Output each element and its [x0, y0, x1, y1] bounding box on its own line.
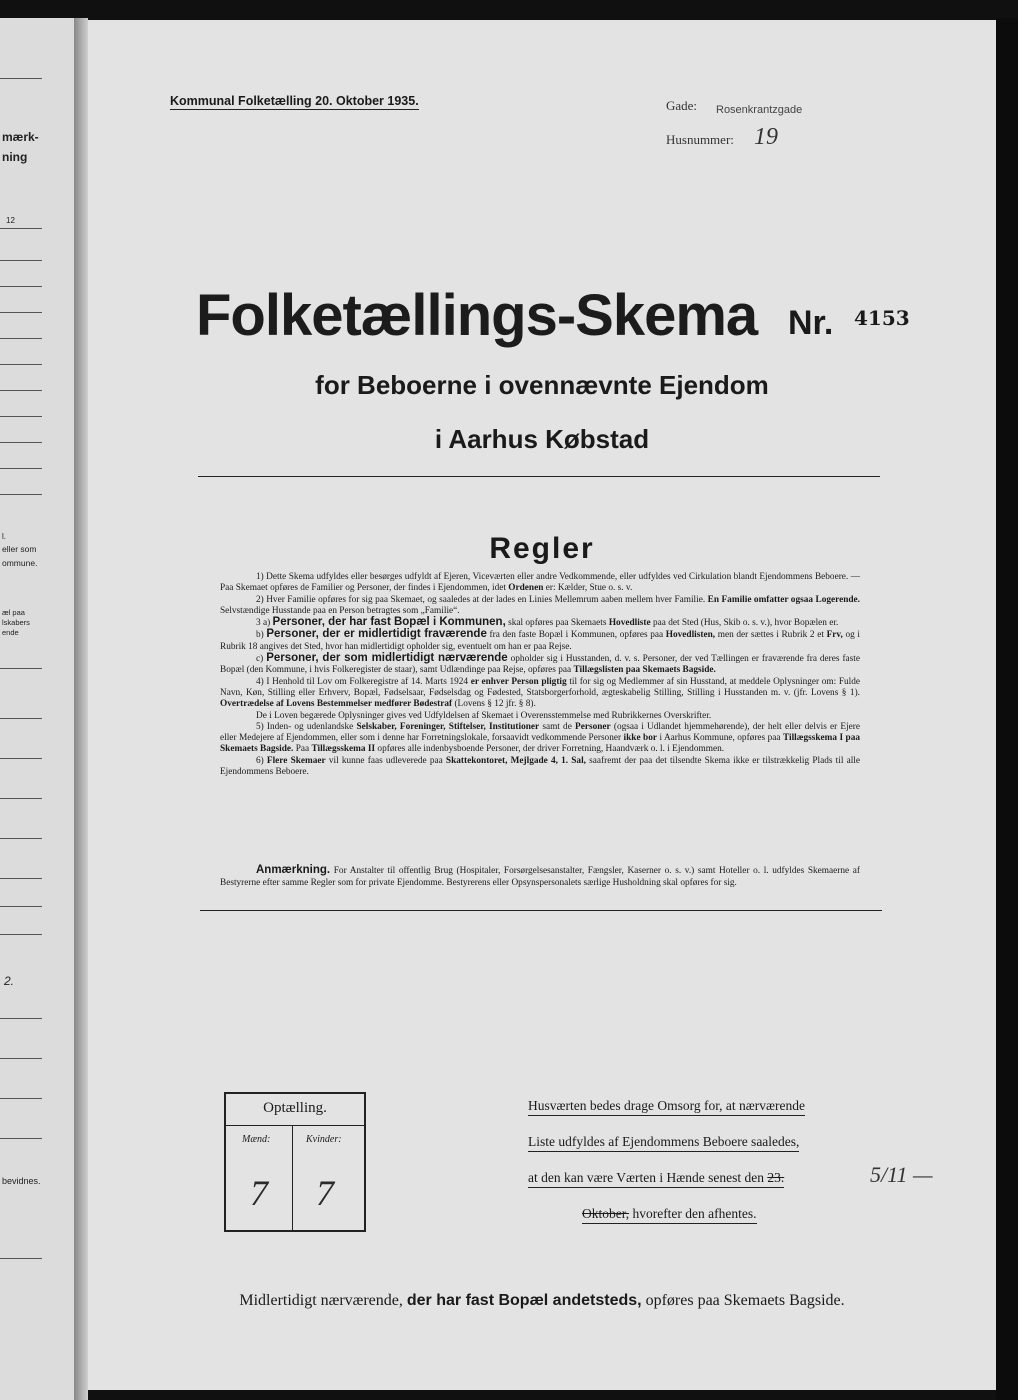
form-location: i Aarhus Købstad — [434, 424, 650, 454]
form-title: Folketællings-Skema — [196, 283, 758, 348]
left-fragment: l. — [2, 532, 6, 541]
remark-section — [220, 864, 860, 889]
form-subtitle: for Beboerne i ovennævnte Ejendom — [315, 370, 769, 400]
left-rule — [0, 838, 42, 839]
left-rule — [0, 1138, 42, 1139]
census-header-title: Kommunal Folketælling 20. Oktober 1935. — [170, 94, 419, 108]
left-rule — [0, 78, 42, 79]
left-rule — [0, 1258, 42, 1259]
rule-3a: 3 a) Personer, der har fast Bopæl i Kommunen, skal opføres paa Skemaets Hovedliste paa det Sted (Hus, Skib o. s. v.), hvor Bopælen er. — [256, 616, 839, 629]
count-box — [224, 1092, 366, 1232]
left-rule — [0, 798, 42, 799]
left-fragment: 12 — [6, 216, 15, 225]
left-rule — [0, 1098, 42, 1099]
left-rule — [0, 906, 42, 907]
left-rule — [0, 338, 42, 339]
men-label: Mænd: — [242, 1134, 271, 1145]
left-fragment: ning — [2, 150, 28, 164]
rule-5: 5) Inden- og udenlandske Selskaber, Foreninger, Stiftelser, Institutioner samt de Personer (ogsaa i Udlandet hjemmehørende), der helt eller delvis er Ejere eller Medejere af Ejendommen, eller som i denne har Forretningslokale, forsaavidt vedkommende Personer ikke bor i Aarhus Kommune, opføres paa Tillægsskema I paa Skemaets Bagside. Paa Tillægsskema II opføres alle indenbysboende Personer, der driver Forretning, Haandværk o. l. i Ejendommen. — [220, 721, 861, 755]
census-form-page — [88, 20, 996, 1390]
scan-border — [996, 18, 1018, 1400]
left-rule — [0, 758, 42, 759]
rules-body — [220, 572, 860, 778]
remark-text: For Anstalter til offentlig Brug (Hospitaler, Forsørgelsesanstalter, Fængsler, Kaserner o. s. v.) samt Hoteller o. l. udfyldes Skemaerne af Bestyrerne efter samme Regler som for private Ejendomme. Bestyrerens eller Opsynspersonalets særlige Husholdning skal opføres for sig. — [220, 866, 860, 888]
landlord-note-line: Liste udfyldes af Ejendommens Beboere saaledes, — [528, 1134, 799, 1152]
street-label: Gade: — [666, 98, 698, 113]
left-rule — [0, 364, 42, 365]
men-count: 7 — [250, 1173, 268, 1213]
rule-4: 4) I Henhold til Lov om Folkeregistre af 14. Marts 1924 er enhver Person pligtig til for sig og Medlemmer af sin Husstand, at meddele Oplysninger om: Fulde Navn, Køn, Stilling eller Erhverv, Bopæl, Fødselsaar, Fødselsdag og Fødested, Statsborgerforhold, ægteskabelig Stilling, Stilling i Husstanden m. v. (jfr. Lovens § 1). Overtrædelse af Lovens Bestemmelser medfører Bødestraf (Lovens § 12 jfr. § 8). — [220, 676, 861, 710]
book-gutter — [74, 18, 88, 1400]
count-box-divider — [292, 1126, 293, 1230]
rule-1: 1) Dette Skema udfyldes eller besørges udfyldt af Ejeren, Viceværten eller andre Vedkommende, eller udfyldes ved Cirkulation blandt Ejendommens Beboere. — Paa Skemaet opføres de Familier og Personer, der findes i Ejendommen, idet Ordenen er: Kælder, Stue o. s. v. — [220, 572, 860, 594]
form-number-label: Nr. — [788, 304, 834, 342]
left-fragment: 2. — [4, 974, 15, 988]
house-number-label: Husnummer: — [666, 132, 734, 147]
left-rule — [0, 718, 42, 719]
remark-heading: Anmærkning. — [256, 864, 331, 876]
left-fragment: eller som — [2, 544, 37, 554]
women-label: Kvinder: — [306, 1134, 342, 1145]
left-fragment: lskabers — [2, 618, 30, 627]
street-value: Rosenkrantzgade — [716, 104, 803, 116]
left-rule — [0, 878, 42, 879]
landlord-note-line: Oktober, hvorefter den afhentes. — [582, 1206, 757, 1224]
left-rule — [0, 1018, 42, 1019]
left-fragment: bevidnes. — [2, 1176, 41, 1186]
left-rule — [0, 312, 42, 313]
left-fragment: ommune. — [2, 558, 38, 568]
footer-note: Midlertidigt nærværende, der har fast Bopæl andetsteds, opføres paa Skemaets Bagside. — [239, 1292, 845, 1309]
left-rule — [0, 442, 42, 443]
divider — [198, 476, 880, 477]
landlord-note-line: at den kan være Værten i Hænde senest den 23. — [528, 1170, 784, 1188]
left-rule — [0, 494, 42, 495]
rule-4b: De i Loven begærede Oplysninger gives ved Udfyldelsen af Skemaet i Overensstemmelse med Rubrikkernes Overskrifter. — [256, 710, 712, 721]
left-rule — [0, 286, 42, 287]
form-number-value: 4153 — [854, 306, 910, 330]
handwritten-date: 5/11 — — [870, 1162, 933, 1187]
count-box-rule — [226, 1125, 364, 1126]
left-rule — [0, 416, 42, 417]
left-rule — [0, 228, 42, 229]
rule-2: 2) Hver Familie opføres for sig paa Skemaet, og saaledes at der lades en Linies Mellemrum aaben mellem hver Familie. En Familie omfatter ogsaa Logerende. Selvstændige Husstande paa en Person betragtes som „Familie“. — [220, 594, 860, 616]
rule-3c: c) Personer, der som midlertidigt nærværende opholder sig i Husstanden, d. v. s. Personer, der ved Tællingen er fraværende fra deres faste Bopæl (den Kommune, i hvis Folkeregister de staar), samt Udlændinge paa Rejse, opføres paa Tillægslisten paa Skemaets Bagside. — [220, 652, 861, 676]
struck-month: Oktober, — [582, 1206, 630, 1221]
left-rule — [0, 1058, 42, 1059]
left-rule — [0, 668, 42, 669]
left-page-edge — [0, 18, 74, 1400]
count-box-title: Optælling. — [263, 1100, 327, 1116]
women-count: 7 — [316, 1173, 334, 1213]
house-number-value: 19 — [754, 124, 778, 150]
rule-3b: b) Personer, der er midlertidigt fraværende fra den faste Bopæl i Kommunen, opføres paa Hovedlisten, men der sættes i Rubrik 2 et Frv, og i Rubrik 18 angives det Sted, hvor han midlertidigt opholder sig, eventuelt om han er paa Rejse. — [220, 628, 861, 652]
left-fragment: ende — [2, 628, 19, 637]
left-rule — [0, 468, 42, 469]
struck-date: 23. — [767, 1170, 785, 1185]
left-fragment: æl paa — [2, 608, 25, 617]
landlord-note-line: Husværten bedes drage Omsorg for, at nærværende — [528, 1098, 805, 1116]
rules-heading: Regler — [489, 532, 595, 565]
divider — [200, 910, 882, 911]
left-rule — [0, 390, 42, 391]
left-rule — [0, 260, 42, 261]
left-fragment: mærk- — [2, 130, 39, 144]
rule-6: 6) Flere Skemaer vil kunne faas udleverede paa Skattekontoret, Mejlgade 4, 1. Sal, saafremt der paa det tilsendte Skema ikke er tilstrækkelig Plads til alle Ejendommens Beboere. — [220, 755, 860, 778]
left-rule — [0, 934, 42, 935]
